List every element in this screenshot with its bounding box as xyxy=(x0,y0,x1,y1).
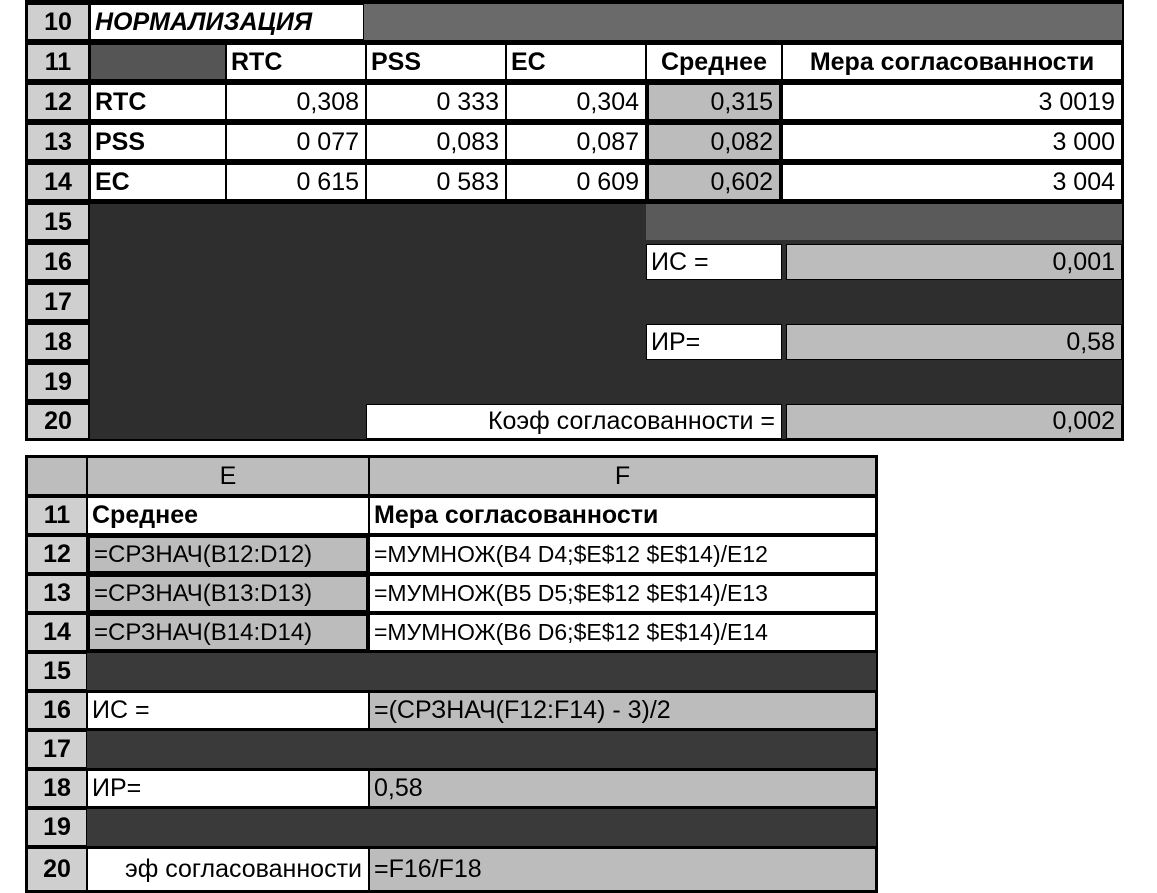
bottom-consistency-ratio-label[interactable]: эф согласованности xyxy=(87,848,369,891)
bottom-ir-value[interactable]: 0,58 xyxy=(369,770,876,807)
bottom-ic-label[interactable]: ИС = xyxy=(87,692,369,729)
bottom-row-header-13[interactable]: 13 xyxy=(27,575,87,612)
bottom-ir-label[interactable]: ИР= xyxy=(87,770,369,807)
cell-pss-rtc[interactable]: 0 077 xyxy=(226,124,366,160)
bottom-row-header-14[interactable]: 14 xyxy=(27,614,87,651)
row-label-rtc[interactable]: RTC xyxy=(90,84,226,120)
row-header-20[interactable]: 20 xyxy=(27,404,89,439)
row-header-13[interactable]: 13 xyxy=(27,124,89,160)
cell-ec-consistency[interactable]: 3 004 xyxy=(782,164,1122,200)
bottom-dark-row-19 xyxy=(87,809,876,846)
row-header-16[interactable]: 16 xyxy=(27,244,89,280)
formula-average-13[interactable]: =СРЗНАЧ(B13:D13) xyxy=(87,574,369,613)
row-header-15[interactable]: 15 xyxy=(27,204,89,240)
col-header-average[interactable]: Среднее xyxy=(646,44,782,80)
row-header-11[interactable]: 11 xyxy=(27,44,89,80)
bottom-consistency-ratio-formula[interactable]: =F16/F18 xyxy=(369,848,876,891)
col-header-pss[interactable]: PSS xyxy=(366,44,506,80)
row-header-17[interactable]: 17 xyxy=(27,284,89,320)
bottom-dark-row-15 xyxy=(87,653,876,690)
cell-pss-average[interactable]: 0,082 xyxy=(646,122,782,162)
bottom-header-consistency[interactable]: Мера согласованности xyxy=(369,497,876,534)
bottom-corner[interactable] xyxy=(27,457,87,495)
formula-consistency-14[interactable]: =МУМНОЖ(B6 D6;$E$12 $E$14)/E14 xyxy=(369,614,876,651)
cell-ec-ec[interactable]: 0 609 xyxy=(506,164,646,200)
bottom-row-header-16[interactable]: 16 xyxy=(27,692,87,729)
formula-average-12[interactable]: =СРЗНАЧ(B12:D12) xyxy=(87,535,369,574)
col-header-rtc[interactable]: RTC xyxy=(226,44,366,80)
cell-pss-ec[interactable]: 0,087 xyxy=(506,124,646,160)
consistency-ratio-value[interactable]: 0,002 xyxy=(786,404,1122,439)
formula-consistency-13[interactable]: =МУМНОЖ(B5 D5;$E$12 $E$14)/E13 xyxy=(369,575,876,612)
bottom-row-header-20[interactable]: 20 xyxy=(27,848,87,891)
cell-ec-pss[interactable]: 0 583 xyxy=(366,164,506,200)
row-header-12[interactable]: 12 xyxy=(27,84,89,120)
cell-rtc-pss[interactable]: 0 333 xyxy=(366,84,506,120)
bottom-row-header-12[interactable]: 12 xyxy=(27,536,87,573)
title-filler xyxy=(364,4,1122,40)
consistency-ratio-label[interactable]: Коэф согласованности = xyxy=(366,404,782,439)
col-header-ec[interactable]: EC xyxy=(506,44,646,80)
ic-label[interactable]: ИС = xyxy=(646,244,782,280)
ir-value[interactable]: 0,58 xyxy=(786,324,1122,360)
bottom-header-average[interactable]: Среднее xyxy=(87,497,369,534)
corner-cell[interactable] xyxy=(90,44,226,80)
formula-average-14[interactable]: =СРЗНАЧ(B14:D14) xyxy=(87,613,369,652)
cell-rtc-rtc[interactable]: 0,308 xyxy=(226,84,366,120)
row-header-18[interactable]: 18 xyxy=(27,324,89,360)
row-header-14[interactable]: 14 xyxy=(27,164,89,200)
col-header-consistency[interactable]: Мера согласованности xyxy=(782,44,1122,80)
ic-value[interactable]: 0,001 xyxy=(786,244,1122,280)
bottom-ic-formula[interactable]: =(СРЗНАЧ(F12:F14) - 3)/2 xyxy=(369,692,876,729)
row-label-ec[interactable]: EC xyxy=(90,164,226,200)
col-header-e[interactable]: E xyxy=(87,457,369,495)
row-header-19[interactable]: 19 xyxy=(27,364,89,400)
cell-rtc-average[interactable]: 0,315 xyxy=(646,82,782,122)
bottom-dark-row-17 xyxy=(87,731,876,768)
bottom-row-header-15[interactable]: 15 xyxy=(27,653,87,690)
ir-label[interactable]: ИР= xyxy=(646,324,782,360)
formula-consistency-12[interactable]: =МУМНОЖ(B4 D4;$E$12 $E$14)/E12 xyxy=(369,536,876,573)
dark-area-right-band-15 xyxy=(646,204,1122,240)
bottom-row-header-17[interactable]: 17 xyxy=(27,731,87,768)
cell-rtc-ec[interactable]: 0,304 xyxy=(506,84,646,120)
bottom-row-header-18[interactable]: 18 xyxy=(27,770,87,807)
row-header-10[interactable]: 10 xyxy=(27,4,89,40)
cell-ec-rtc[interactable]: 0 615 xyxy=(226,164,366,200)
cell-pss-consistency[interactable]: 3 000 xyxy=(782,124,1122,160)
cell-pss-pss[interactable]: 0,083 xyxy=(366,124,506,160)
row-label-pss[interactable]: PSS xyxy=(90,124,226,160)
cell-rtc-consistency[interactable]: 3 0019 xyxy=(782,84,1122,120)
bottom-row-header-19[interactable]: 19 xyxy=(27,809,87,846)
bottom-row-header-11[interactable]: 11 xyxy=(27,497,87,534)
sheet-title[interactable]: НОРМАЛИЗАЦИЯ xyxy=(90,4,364,40)
col-header-f[interactable]: F xyxy=(369,457,876,495)
cell-ec-average[interactable]: 0,602 xyxy=(646,162,782,202)
